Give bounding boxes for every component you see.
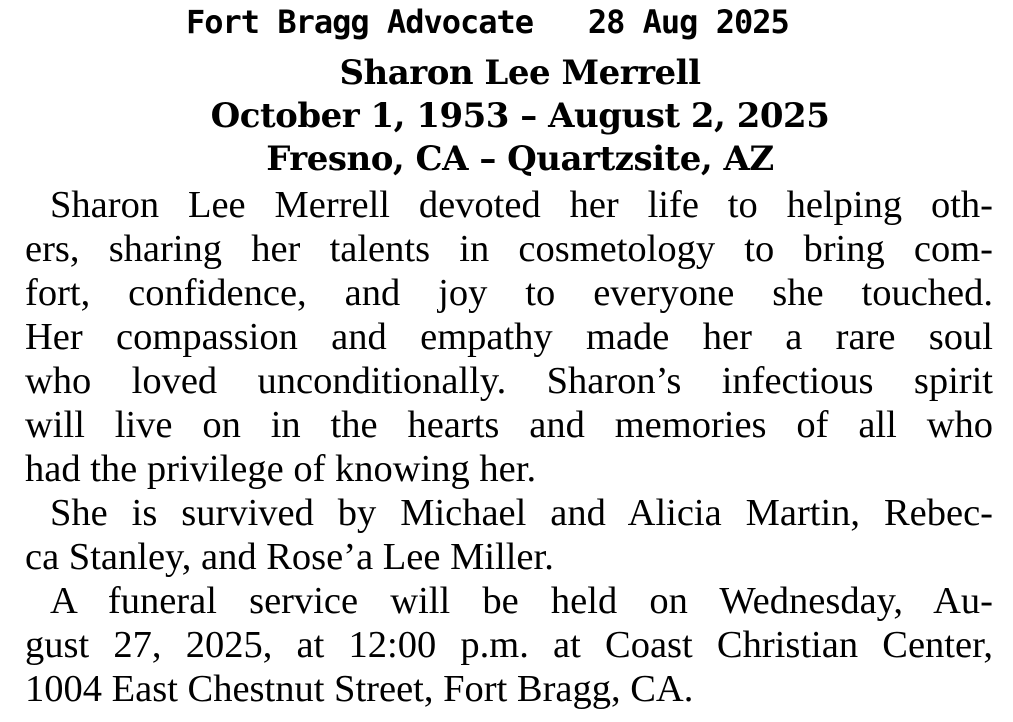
text-line: gust 27, 2025, at 12:00 p.m. at Coast Christian Center, — [25, 624, 993, 666]
source-attribution: Fort Bragg Advocate 28 Aug 2025 — [186, 3, 789, 41]
text-line: fort, confidence, and joy to everyone she touched. — [25, 272, 993, 314]
text-line: ca Stanley, and Rose’a Lee Miller. — [25, 536, 554, 578]
text-line: had the privilege of knowing her. — [25, 448, 537, 490]
text-line: ers, sharing her talents in cosmetology to bring com- — [25, 228, 993, 270]
text-line: 1004 East Chestnut Street, Fort Bragg, CA. — [25, 668, 694, 710]
obituary-body — [25, 183, 993, 711]
text-line: Her compassion and empathy made her a rare soul — [25, 316, 993, 358]
text-line: will live on in the hearts and memories of all who — [25, 404, 993, 446]
paragraph-survivors — [25, 491, 993, 579]
obituary-dates: October 1, 1953 – August 2, 2025 — [210, 96, 830, 136]
paragraph-service — [25, 579, 993, 711]
obituary-places: Fresno, CA – Quartzsite, AZ — [266, 139, 774, 179]
text-line: Sharon Lee Merrell devoted her life to helping oth- — [50, 184, 993, 226]
text-line: who loved unconditionally. Sharon’s infectious spirit — [25, 360, 993, 402]
text-line: She is survived by Michael and Alicia Martin, Rebec- — [50, 492, 993, 534]
obituary-name: Sharon Lee Merrell — [339, 53, 701, 93]
text-line: A funeral service will be held on Wednesday, Au- — [50, 580, 993, 622]
paragraph-tribute — [25, 183, 993, 491]
